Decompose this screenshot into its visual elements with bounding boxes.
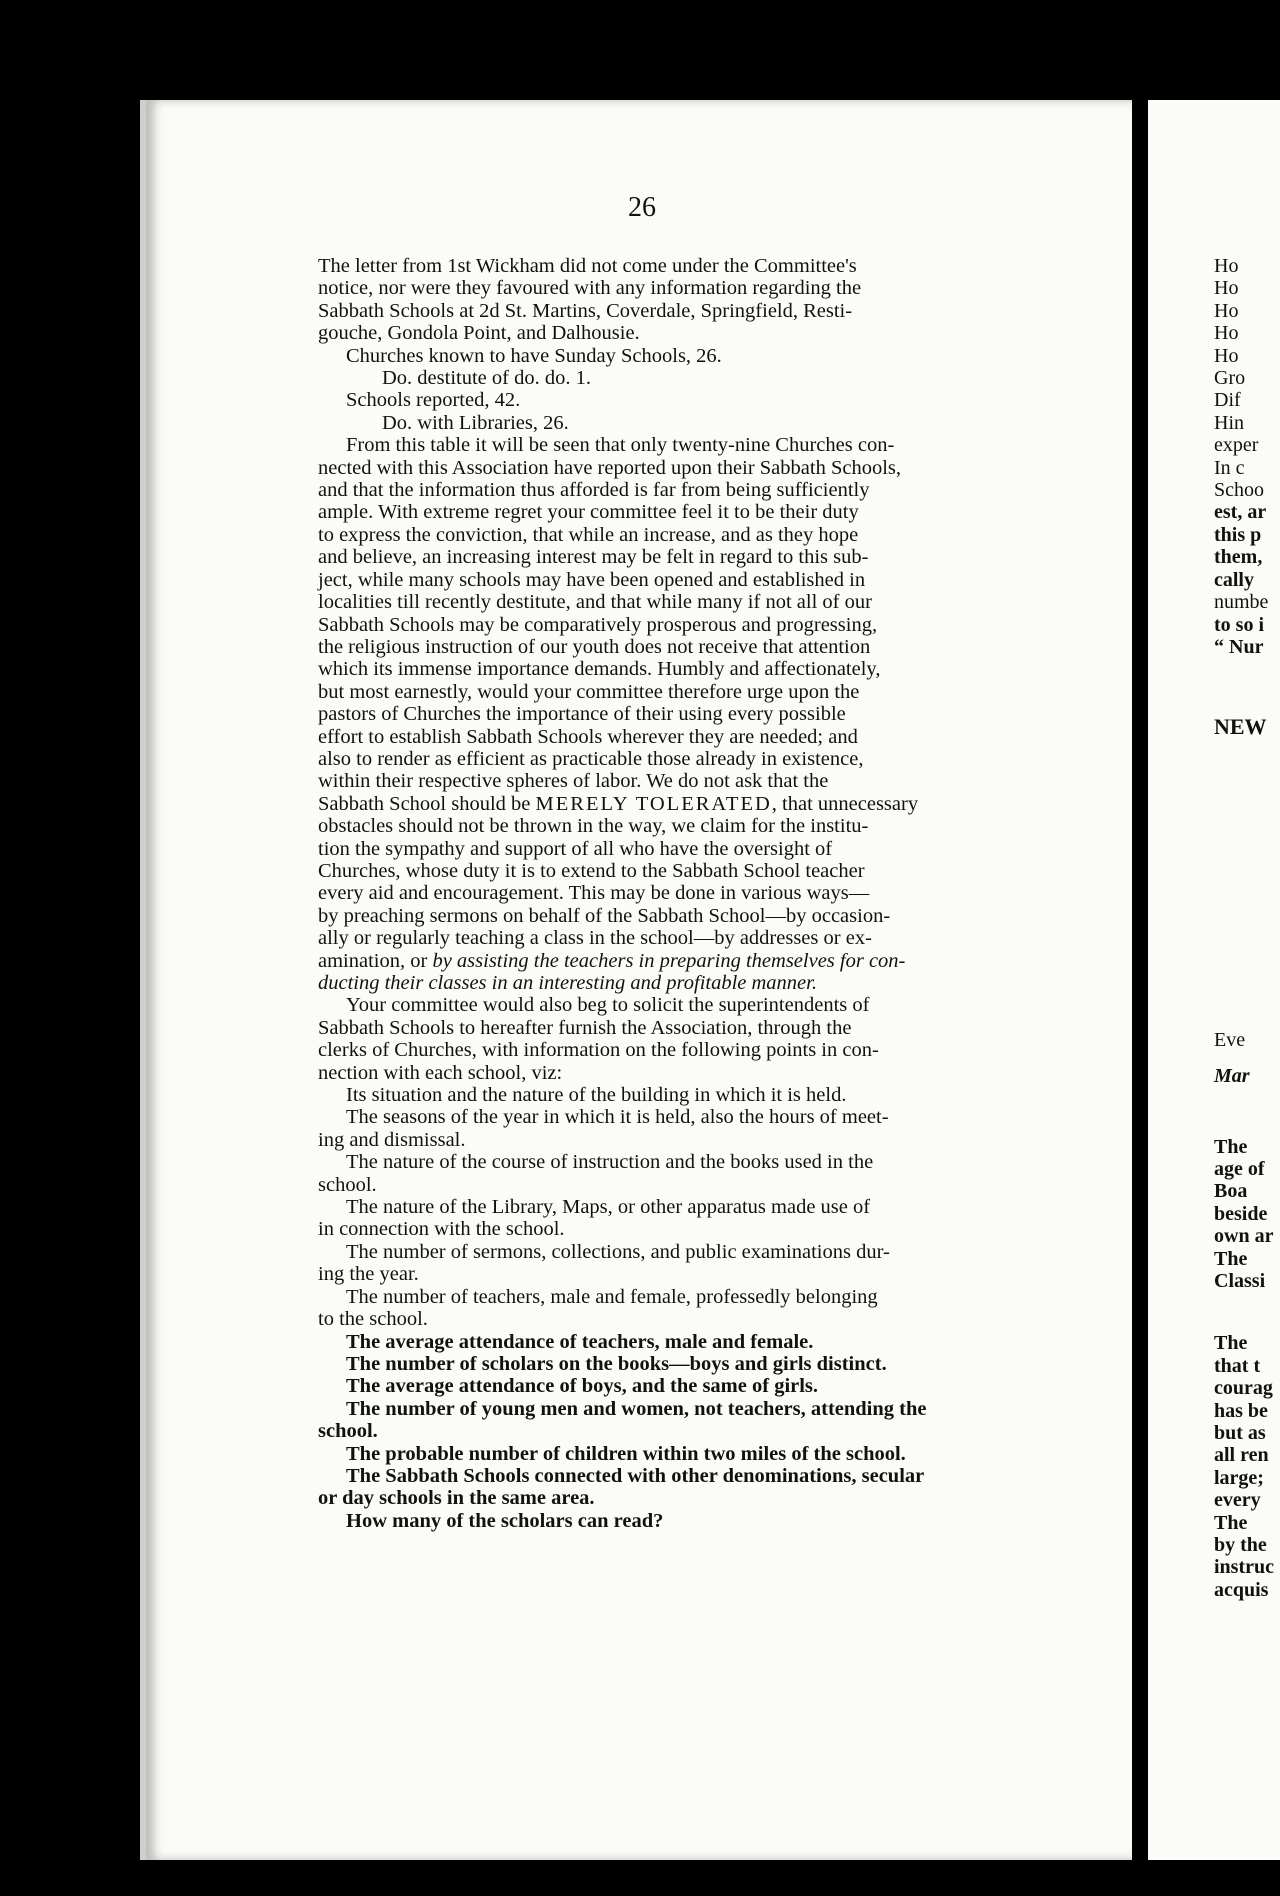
text-line: How many of the scholars can read?	[346, 1509, 664, 1532]
text-line: Churches known to have Sunday Schools, 26.	[346, 344, 722, 367]
text-line: localities till recently destitute, and that while many if not all of our	[318, 591, 872, 614]
text-line: clerks of Churches, with information on the following points in con-	[318, 1039, 879, 1062]
text-fragment: “ Nur	[1214, 635, 1264, 658]
text-line: notice, nor were they favoured with any information regarding the	[318, 277, 862, 300]
text-line: The Sabbath Schools connected with other denominations, secular	[346, 1464, 925, 1487]
text-line: Sabbath Schools may be comparatively prosperous and progressing,	[318, 613, 878, 636]
text-line: but most earnestly, would your committee therefore urge upon the	[318, 680, 860, 703]
text-fragment: Boa	[1214, 1180, 1248, 1203]
text-fragment: that t	[1214, 1354, 1261, 1377]
text-fragment: instruc	[1214, 1556, 1274, 1579]
merely-tolerated: MERELY TOLERATED	[535, 792, 772, 815]
text-line: Do. with Libraries, 26.	[382, 411, 569, 434]
text-line: tion the sympathy and support of all who have the oversight of	[318, 837, 833, 860]
text-fragment: amination, or	[318, 949, 428, 972]
text-fragment: est, ar	[1214, 501, 1267, 524]
text-fragment: them,	[1214, 546, 1263, 569]
text-fragment: beside	[1214, 1202, 1268, 1225]
text-line: or day schools in the same area.	[318, 1487, 595, 1510]
text-fragment: but as	[1214, 1422, 1266, 1444]
text-fragment: Dif	[1214, 389, 1241, 412]
text-fragment: The	[1214, 1135, 1248, 1158]
text-fragment: every	[1214, 1489, 1261, 1512]
text-line: and that the information thus afforded is far from being sufficiently	[318, 479, 870, 502]
right-page-edge	[1148, 100, 1280, 1860]
text-line	[318, 950, 988, 972]
italic-text: ducting their classes in an interesting and profitable manner.	[318, 972, 817, 994]
text-line: within their respective spheres of labor. We do not ask that the	[318, 770, 829, 793]
text-line: obstacles should not be thrown in the way, we claim for the institu-	[318, 815, 869, 838]
text-line: Sabbath Schools at 2d St. Martins, Coverdale, Springfield, Resti-	[318, 299, 853, 322]
text-line: Do. destitute of do. do. 1.	[382, 367, 591, 390]
text-line: the religious instruction of our youth does not receive that attention	[318, 635, 871, 658]
text-line: The number of scholars on the books—boys and girls distinct.	[346, 1352, 887, 1375]
italic-text: by assisting the teachers in preparing themselves for con-	[432, 949, 906, 972]
text-fragment: cally	[1214, 568, 1254, 591]
text-fragment: Gro	[1214, 367, 1246, 390]
text-fragment: Classi	[1214, 1269, 1266, 1292]
text-line: nection with each school, viz:	[318, 1061, 563, 1084]
text-fragment: Eve	[1214, 1028, 1246, 1051]
text-line: school.	[318, 1173, 377, 1196]
text-line: The number of sermons, collections, and public examinations dur-	[346, 1240, 890, 1263]
text-line: effort to establish Sabbath Schools wherever they are needed; and	[318, 725, 858, 748]
text-fragment: Sabbath School should be	[318, 792, 531, 815]
text-line: and believe, an increasing interest may be felt in regard to this sub-	[318, 546, 869, 569]
text-line: nected with this Association have reported upon their Sabbath Schools,	[318, 456, 901, 479]
text-fragment: Hin	[1214, 411, 1244, 434]
text-line: From this table it will be seen that only twenty-nine Churches con-	[346, 434, 895, 457]
text-line: also to render as efficient as practicable those already in existence,	[318, 747, 864, 770]
text-line: The average attendance of boys, and the same of girls.	[346, 1375, 819, 1398]
text-line: gouche, Gondola Point, and Dalhousie.	[318, 322, 640, 345]
text-line: The number of teachers, male and female, professedly belonging	[346, 1285, 878, 1308]
text-line: The seasons of the year in which it is held, also the hours of meet-	[346, 1106, 889, 1129]
section-heading-fragment: NEW	[1214, 714, 1267, 740]
text-line: which its immense importance demands. Humbly and affectionately,	[318, 658, 881, 681]
text-line	[318, 972, 988, 994]
text-fragment: Mar	[1214, 1065, 1250, 1088]
text-line: Its situation and the nature of the building in which it is held.	[346, 1084, 847, 1107]
text-fragment: to so i	[1214, 613, 1264, 636]
text-fragment: In c	[1214, 456, 1245, 479]
text-fragment: has be	[1214, 1399, 1268, 1422]
text-line: The nature of the Library, Maps, or other apparatus made use of	[346, 1196, 871, 1219]
text-line: pastors of Churches the importance of their using every possible	[318, 703, 846, 726]
text-line: in connection with the school.	[318, 1218, 565, 1241]
text-line: ject, while many schools may have been opened and established in	[318, 568, 866, 591]
right-page-fragments	[1214, 255, 1274, 1601]
text-line: ing and dismissal.	[318, 1128, 466, 1151]
book-gutter	[1132, 100, 1148, 1860]
text-line: by preaching sermons on behalf of the Sabbath School—by occasion-	[318, 904, 891, 927]
text-fragment: The	[1214, 1247, 1248, 1270]
text-line: every aid and encouragement. This may be done in various ways—	[318, 882, 870, 905]
page-number: 26	[628, 192, 656, 223]
text-fragment: this p	[1214, 523, 1262, 546]
text-line: to the school.	[318, 1308, 428, 1331]
text-line: Your committee would also beg to solicit the superintendents of	[346, 994, 870, 1017]
text-fragment: numbe	[1214, 591, 1269, 614]
text-fragment: own ar	[1214, 1225, 1274, 1248]
text-fragment: exper	[1214, 434, 1259, 457]
text-fragment: Ho	[1214, 255, 1239, 277]
text-fragment: Ho	[1214, 299, 1239, 322]
text-line: The number of young men and women, not teachers, attending the	[346, 1397, 927, 1420]
text-line: ally or regularly teaching a class in the school—by addresses or ex-	[318, 927, 872, 950]
text-fragment: large;	[1214, 1466, 1264, 1489]
text-line: to express the conviction, that while an increase, and as they hope	[318, 523, 859, 546]
text-fragment: age of	[1214, 1157, 1265, 1180]
text-line: school.	[318, 1420, 378, 1443]
text-line: The nature of the course of instruction and the books used in the	[346, 1151, 874, 1174]
text-line: The average attendance of teachers, male and female.	[346, 1330, 814, 1353]
text-line: Sabbath Schools to hereafter furnish the Association, through the	[318, 1016, 852, 1039]
text-line: ample. With extreme regret your committee feel it to be their duty	[318, 501, 859, 524]
text-fragment: by the	[1214, 1534, 1267, 1557]
text-fragment: acquis	[1214, 1578, 1269, 1601]
text-fragment: The	[1214, 1511, 1248, 1534]
text-fragment: all ren	[1214, 1444, 1269, 1467]
text-fragment: Ho	[1214, 277, 1239, 300]
text-fragment: , that unnecessary	[771, 792, 919, 815]
text-line: Schools reported, 42.	[346, 389, 521, 412]
body-text	[318, 255, 988, 1532]
left-page	[140, 100, 1138, 1860]
text-fragment: courag	[1214, 1377, 1273, 1400]
text-line: Churches, whose duty it is to extend to the Sabbath School teacher	[318, 859, 865, 882]
text-fragment: Ho	[1214, 344, 1239, 367]
text-line: The probable number of children within two miles of the school.	[346, 1442, 906, 1465]
text-fragment: Schoo	[1214, 479, 1264, 502]
text-fragment: Ho	[1214, 322, 1239, 345]
text-fragment: The	[1214, 1332, 1248, 1355]
text-line: The letter from 1st Wickham did not come under the Committee's	[318, 255, 857, 277]
text-line: ing the year.	[318, 1263, 419, 1286]
text-line	[318, 793, 988, 815]
